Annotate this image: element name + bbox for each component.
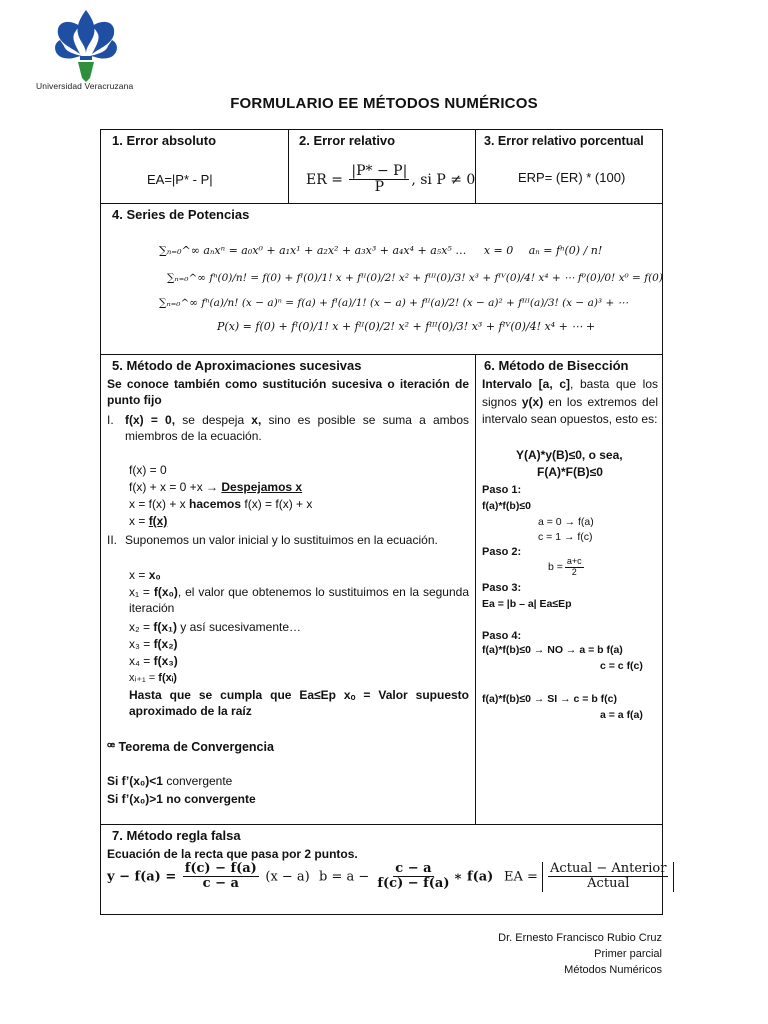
ea-den: Actual — [587, 876, 630, 892]
fp-rhs: ∗ f(a) — [453, 869, 494, 885]
footer-exam: Primer parcial — [594, 948, 662, 960]
step-i-var: x, — [251, 413, 262, 427]
iter-x3-b: f(x₂) — [153, 637, 178, 651]
eq-3-a: x = f(x) + x — [129, 497, 190, 511]
line-eq-den: c − a — [202, 876, 239, 892]
section-2-heading: 2. Error relativo — [299, 133, 396, 148]
bullet-icon: ꟹ — [107, 740, 116, 754]
iter-x2 — [129, 619, 301, 635]
ea-lhs: EA = — [504, 869, 538, 885]
fp-num: c − a — [395, 861, 432, 876]
step-i-label: I. — [107, 413, 114, 427]
ea-formula — [504, 862, 674, 892]
iter-x1-c: , el valor que obtenemos lo sustituimos en la segunda iteración — [129, 585, 469, 615]
step-1-c: c = 1 → f(c) — [538, 531, 593, 543]
maclaurin-series-line: ∑ₙ₌₀^∞ fⁿ(0)/n! = f(0) + fᴵ(0)/1! x + fᴵᴵ(0)/2! x² + fᴵᴵᴵ(0)/3! x³ + fᴵⱽ(0)/4! x⁴ + ⋯ f⁰(0)/0! x⁰ = f(0) — [167, 272, 663, 284]
iter-x1-b: f(x₀) — [153, 585, 178, 599]
step-2-label: Paso 2: — [482, 546, 522, 558]
line-eq-rhs: (x − a) — [265, 869, 310, 885]
eq-2-a: f(x) + x = 0 +x — [129, 480, 203, 494]
iter-x4-a: x₄ = — [129, 654, 154, 668]
step-4-no: f(a)*f(b)≤0 → NO → a = b f(a) — [482, 644, 623, 656]
step-i-eq: f(x) = 0, — [125, 413, 176, 427]
step-4-label: Paso 4: — [482, 630, 522, 642]
bi-intro-e: en los extremos del intervalo sean opuestos, esto es: — [482, 394, 658, 426]
iter-xi1-a: xᵢ₊₁ = — [129, 672, 159, 684]
document-title: FORMULARIO EE MÉTODOS NUMÉRICOS — [230, 95, 538, 112]
relative-error-condition: , si P ≠ 0 — [411, 171, 476, 188]
iter-x2-a: x₂ = — [129, 620, 154, 634]
relative-error-formula — [306, 164, 475, 196]
ea-num: Actual − Anterior — [550, 861, 667, 876]
fp-den: f(c) − f(a) — [377, 876, 450, 892]
section-5-intro: Se conoce también como sustitución sucesiva o iteración de punto fijo — [107, 377, 469, 407]
eq-2 — [129, 479, 302, 495]
convergence-1-b: convergente — [166, 774, 233, 788]
step-4-si: f(a)*f(b)≤0 → SI → c = b f(c) — [482, 693, 617, 705]
step-i-text — [125, 412, 469, 444]
iter-x1-a: x₁ = — [129, 585, 154, 599]
convergence-1 — [107, 773, 232, 789]
percent-error-formula: ERP= (ER) * (100) — [518, 170, 626, 185]
relative-error-denominator: P — [374, 179, 385, 196]
step-1-label: Paso 1: — [482, 484, 522, 496]
step-2-num: a+c — [566, 556, 582, 566]
footer-course: Métodos Numéricos — [564, 964, 662, 976]
bi-intro-b: [a, c] — [538, 377, 570, 391]
line-equation — [107, 862, 310, 892]
eq-3-c: f(x) = f(x) + x — [241, 497, 313, 511]
convergence-heading — [107, 739, 274, 755]
section-4-heading: 4. Series de Potencias — [112, 207, 250, 222]
eq-1: f(x) = 0 — [129, 463, 167, 477]
relative-error-lhs: ER = — [306, 171, 343, 188]
step-ii-text: Suponemos un valor inicial y lo sustituimos en la ecuación. — [125, 533, 438, 547]
step-2-formula — [548, 557, 586, 578]
eq-4-b: f(x) — [148, 514, 168, 528]
iter-x4-b: f(x₃) — [153, 654, 178, 668]
absolute-error-formula: EA=|P* - P| — [147, 172, 213, 187]
row-divider — [101, 824, 662, 825]
polynomial-line: P(x) = f(0) + fᴵ(0)/1! x + fᴵᴵ(0)/2! x² + fᴵᴵᴵ(0)/3! x³ + fᴵⱽ(0)/4! x⁴ + ⋯ + — [217, 320, 596, 333]
iter-x0-a: x = — [129, 568, 149, 582]
bisection-intro — [482, 376, 658, 429]
footer-author: Dr. Ernesto Francisco Rubio Cruz — [498, 932, 662, 944]
step-2-lhs: b = — [548, 561, 563, 574]
iter-xi1-b: f(xᵢ) — [158, 672, 177, 684]
iter-x3 — [129, 636, 178, 652]
line-eq-lhs: y − f(a) = — [107, 869, 177, 885]
eq-2-c: Despejamos x — [221, 480, 303, 494]
arrow-icon: → — [202, 480, 222, 494]
power-series-expansion: ∑ₙ₌₀^∞ aₙxⁿ = a₀x⁰ + a₁x¹ + a₂x² + a₃x³ + a₄x⁴ + a₅x⁵ … — [159, 244, 467, 257]
taylor-series-line: ∑ₙ₌₀^∞ fⁿ(a)/n! (x − a)ⁿ = f(a) + fᴵ(a)/1! (x − a) + fᴵᴵ(a)/2! (x − a)² + fᴵᴵᴵ(a)/3! (x − a)³ + ⋯ — [159, 297, 629, 309]
step-2-den: 2 — [571, 566, 577, 577]
line-eq-num: f(c) − f(a) — [184, 861, 257, 876]
power-series-line-1 — [159, 243, 602, 259]
step-i-t2: sino es posible se suma a ambos miembros de la ecuación. — [125, 413, 469, 443]
section-7-heading: 7. Método regla falsa — [112, 828, 241, 843]
iter-xi1 — [129, 670, 177, 686]
col-divider — [475, 354, 476, 824]
section-3-heading: 3. Error relativo porcentual — [484, 134, 644, 148]
col-divider — [288, 130, 289, 203]
step-ii-label: II. — [107, 533, 118, 547]
stop-condition: Hasta que se cumpla que Ea≤Ep xₒ = Valor supuesto aproximado de la raíz — [129, 688, 469, 718]
iter-x2-c: y así sucesivamente… — [176, 620, 302, 634]
eq-3 — [129, 496, 312, 512]
iter-x1 — [129, 584, 469, 616]
section-5-heading: 5. Método de Aproximaciones sucesivas — [112, 358, 362, 373]
step-1-b: a = 0 → f(a) — [538, 516, 594, 528]
bi-intro-d: y(x) — [521, 394, 544, 409]
iter-x4 — [129, 653, 178, 669]
row-divider — [101, 203, 662, 204]
step-3-formula: Ea = |b – a| Ea≤Ep — [482, 598, 572, 610]
section-6-heading: 6. Método de Bisección — [484, 358, 629, 373]
convergence-1-a: Si f’(x₀)<1 — [107, 774, 167, 788]
step-4-no-b: c = c f(c) — [600, 660, 643, 672]
bi-cond-2: F(A)*F(B)≤0 — [537, 465, 603, 479]
formula-table — [100, 129, 667, 915]
power-series-point: x = 0 — [483, 244, 514, 257]
bi-intro-c: , basta que los signos — [482, 377, 658, 409]
convergence-title: Teorema de Convergencia — [118, 740, 274, 754]
row-divider — [101, 354, 662, 355]
false-position-formula — [319, 862, 493, 892]
iter-x3-a: x₃ = — [129, 637, 154, 651]
iter-x0 — [129, 567, 161, 583]
iter-x2-b: f(x₁) — [153, 620, 177, 634]
iter-x0-b: x₀ — [148, 568, 161, 582]
section-1-heading: 1. Error absoluto — [112, 133, 217, 148]
university-name: Universidad Veracruzana — [36, 81, 134, 91]
bi-cond-1: Y(A)*y(B)≤0, o sea, — [516, 448, 623, 462]
fp-lhs: b = a − — [319, 869, 370, 885]
bi-intro-a: Intervalo — [482, 377, 539, 391]
power-series-coefficient: aₙ = fⁿ(0) / n! — [528, 244, 603, 257]
step-3-label: Paso 3: — [482, 582, 522, 594]
eq-4 — [129, 513, 167, 529]
convergence-2: Si f’(x₀)>1 no convergente — [107, 792, 256, 806]
section-7-intro: Ecuación de la recta que pasa por 2 puntos. — [107, 847, 358, 861]
eq-3-b: hacemos — [189, 497, 242, 511]
relative-error-numerator: |P* − P| — [351, 163, 408, 179]
eq-4-a: x = — [129, 514, 149, 528]
step-i-t1: se despeja — [175, 413, 252, 427]
step-1-a: f(a)*f(b)≤0 — [482, 500, 531, 512]
step-4-si-b: a = a f(a) — [600, 709, 643, 721]
